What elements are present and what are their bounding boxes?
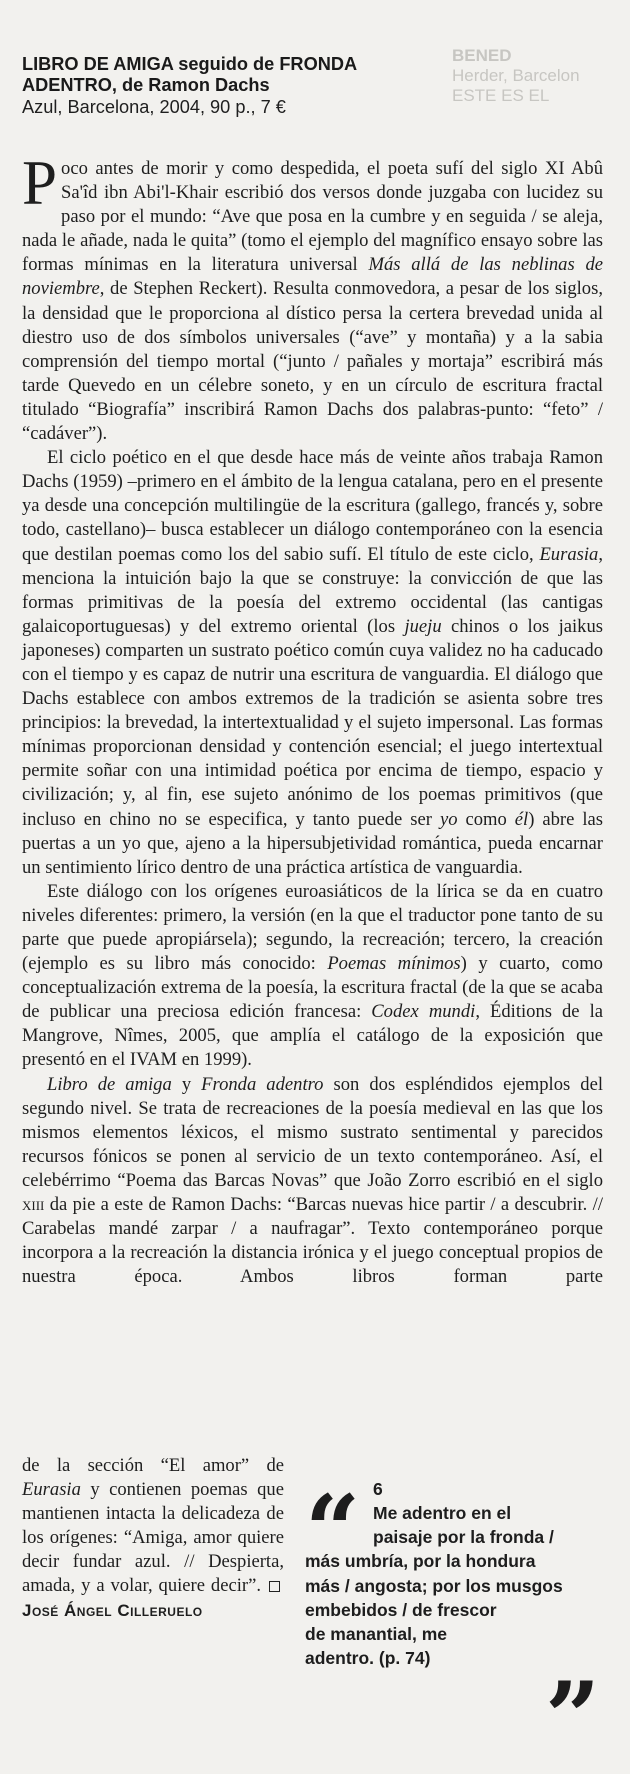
pull-quote: [305, 1474, 605, 1774]
drop-cap: P: [22, 148, 58, 218]
review-body: [22, 148, 604, 1289]
close-quote-icon: ”: [545, 1661, 601, 1774]
book-title: LIBRO DE AMIGA seguido de FRONDA ADENTRO, de Ramon Dachs: [22, 54, 357, 95]
paragraph-4: Libro de amiga y Fronda adentro son dos espléndidos ejemplos del segundo nivel. Se trata de recreaciones de la poesía medieval en las que los mismos elementos léxicos, el mismo sustrato sentimental y parecidos recursos fónicos se ponen al servicio de un texto contemporáneo. Así, el celebérrimo “Poema das Barcas Novas” que João Zorro escribió en el siglo xiii da pie a este de Ramon Dachs: “Barcas nuevas hice partir / a descubrir. // Carabelas mandé zarpar / a naufragar”. Texto contemporáneo porque incorpora a la recreación la distancia irónica y el juego conceptual propios de nuestra época. Ambos libros forman parte: [22, 1073, 603, 1288]
pull-quote-number: 6: [373, 1479, 383, 1499]
open-quote-icon: “: [305, 1474, 361, 1587]
bleed-through-text: BENED Herder, Barcelon ESTE ES EL: [452, 46, 580, 105]
paragraph-1: Poco antes de morir y como despedida, el poeta sufí del siglo XI Abû Sa'îd ibn Abi'l-Khair escribió dos versos donde juzgaba con lucidez su paso por el mundo: “Ave que posa en la cumbre y en seguida / se aleja, nada le añade, nada le quita” (tomo el ejemplo del magnífico ensayo sobre las formas mínimas en la literatura universal Más allá de las neblinas de noviembre, de Stephen Reckert). Resulta conmovedora, a pesar de los siglos, la densidad que le proporciona al dístico persa la certera brevedad unida al diestro uso de dos símbolos universales (“ave” y montaña) y a la sabia comprensión del tiempo mortal (“junto / pañales y mortaja” escribirá más tarde Quevedo en un célebre soneto, y en un círculo de escritura fractal titulado “Biografía” inscribirá Ramon Dachs dos palabras-punto: “feto” / “cadáver”).: [22, 148, 603, 445]
publication-details: Azul, Barcelona, 2004, 90 p., 7 €: [22, 97, 286, 117]
pull-quote-text: Me adentro en el paisaje por la fronda / más umbría, por la hondura más / angosta; por los musgos embebidos / de frescor de manantial, me adentro. (p. 74): [305, 1503, 563, 1669]
end-mark-icon: [269, 1581, 280, 1592]
review-header: [22, 54, 442, 118]
paragraph-3: Este diálogo con los orígenes euroasiáticos de la lírica se da en cuatro niveles diferentes: primero, la versión (en la que el traductor pone tanto de su parte que puede apropiársela); segundo, la recreación; tercero, la creación (ejemplo es su libro más conocido: Poemas mínimos) y cuarto, como conceptualización extrema de la poesía, la escritura fractal (de la que se acaba de publicar una preciosa edición francesa: Codex mundi, Éditions de la Mangrove, Nîmes, 2005, que amplía el catálogo de la exposición que presentó en el IVAM en 1999).: [22, 880, 604, 1071]
review-body-continued: [22, 1454, 284, 1623]
paragraph-2: El ciclo poético en el que desde hace más de veinte años trabaja Ramon Dachs (1959) –primero en el ámbito de la lengua catalana, pero en el presente ya desde una concepción multilingüe de la escritura (gallego, francés y, sobre todo, castellano)– busca establecer un diálogo contemporáneo con la esencia que destilan poemas como los del sabio sufí. El título de este ciclo, Eurasia, menciona la intuición bajo la que se construye: la convicción de que las formas primitivas de la poesía del extremo occidental (las cantigas galaicoportuguesas) y del extremo oriental (los jueju chinos o los jaikus japoneses) comparten un sustrato poético común cuya validez no ha caducado con el tiempo y es capaz de nutrir una escritura de vanguardia. El diálogo que Dachs establece con ambos extremos de la tradición se asienta sobre tres principios: la brevedad, la intertextualidad y el sujeto impersonal. Las formas mínimas proporcionan densidad y contención esencial; el juego intertextual permite soñar con una intimidad poética por encima de tiempo, espacio y civilización; y, al fin, ese sujeto anónimo de los poemas primitivos (que incluso en chino no se especifica, y tanto puede ser yo como él) abre las puertas a un yo que, ajeno a la hipersubjetividad romántica, pueda encarnar un sentimiento lírico dentro de una práctica artística de vanguardia.: [22, 447, 603, 878]
paragraph-5: de la sección “El amor” de Eurasia y contienen poemas que mantienen intacta la delicadeza de los orígenes: “Amiga, amor quiere decir fundar azul. // Despierta, amada, y a volar, quiere decir”.José Ángel Cilleruelo: [22, 1455, 284, 1620]
author-signature: José Ángel Cilleruelo: [22, 1600, 203, 1620]
